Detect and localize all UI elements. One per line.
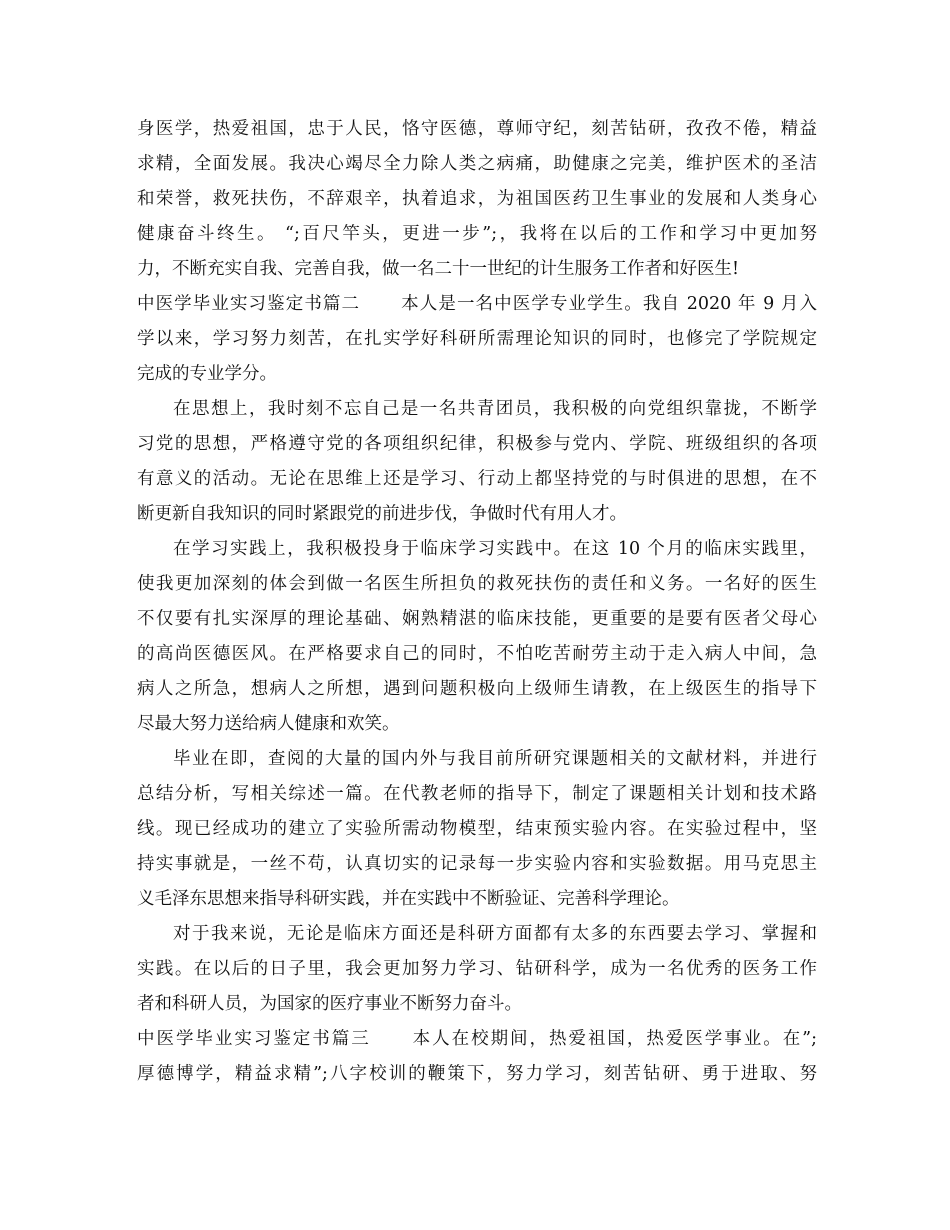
text-line: 使我更加深刻的体会到做一名医生所担负的救死扶伤的责任和义务。一名好的医生	[137, 574, 817, 594]
text-line	[137, 287, 817, 322]
paragraph	[137, 532, 817, 742]
text-span: 本人是一名中医学专业学生。我自 2020 年 9 月入	[400, 294, 818, 314]
text-line: 在学习实践上，我积极投身于临床学习实践中。在这 10 个月的临床实践里，	[173, 539, 817, 559]
text-line: 习党的思想，严格遵守党的各项组织纪律，积极参与党内、学院、班级组织的各项	[137, 434, 817, 454]
text-line: 断更新自我知识的同时紧跟党的前进步伐，争做时代有用人才。	[137, 504, 627, 524]
section-heading: 中医学毕业实习鉴定书篇二	[137, 294, 361, 314]
text-line: 完成的专业学分。	[137, 364, 277, 384]
text-line: 实践。在以后的日子里，我会更加努力学习、钻研科学，成为一名优秀的医务工作	[137, 959, 817, 979]
paragraph	[137, 112, 817, 287]
paragraph	[137, 1022, 817, 1092]
text-line: 义毛泽东思想来指导科研实践，并在实践中不断验证、完善科学理论。	[137, 889, 680, 909]
text-span: 本人在校期间，热爱祖国，热爱医学事业。在”;	[410, 1029, 818, 1049]
paragraph	[137, 742, 817, 917]
text-line: 者和科研人员，为国家的医疗事业不断努力奋斗。	[137, 994, 522, 1014]
text-line: 厚德博学，精益求精”;八字校训的鞭策下，努力学习，刻苦钻研、勇于进取、努	[137, 1064, 817, 1084]
paragraph	[137, 392, 817, 532]
text-line	[137, 1022, 817, 1057]
text-line: 和荣誉，救死扶伤，不辞艰辛，执着追求，为祖国医药卫生事业的发展和人类身心	[137, 189, 817, 209]
text-line: 的高尚医德医风。在严格要求自己的同时，不怕吃苦耐劳主动于走入病人中间，急	[137, 644, 817, 664]
section-heading: 中医学毕业实习鉴定书篇三	[137, 1029, 371, 1049]
text-line: 持实事就是，一丝不苟，认真切实的记录每一步实验内容和实验数据。用马克思主	[137, 854, 817, 874]
text-line: 健康奋斗终生。 “;百尺竿头，更进一步”;，我将在以后的工作和学习中更加努	[137, 224, 817, 244]
text-line: 病人之所急，想病人之所想，遇到问题积极向上级师生请教，在上级医生的指导下	[137, 679, 817, 699]
document-page	[137, 112, 817, 1092]
text-line: 线。现已经成功的建立了实验所需动物模型，结束预实验内容。在实验过程中，坚	[137, 819, 817, 839]
text-line: 有意义的活动。无论在思维上还是学习、行动上都坚持党的与时俱进的思想，在不	[137, 469, 817, 489]
text-line: 对于我来说，无论是临床方面还是科研方面都有太多的东西要去学习、掌握和	[173, 924, 817, 944]
text-line: 毕业在即，查阅的大量的国内外与我目前所研究课题相关的文献材料，并进行	[173, 749, 817, 769]
text-line: 在思想上，我时刻不忘自己是一名共青团员，我积极的向党组织靠拢，不断学	[173, 399, 817, 419]
text-line: 尽最大努力送给病人健康和欢笑。	[137, 714, 400, 734]
paragraph	[137, 287, 817, 392]
text-line: 求精，全面发展。我决心竭尽全力除人类之病痛，助健康之完美，维护医术的圣洁	[137, 154, 817, 174]
paragraph	[137, 917, 817, 1022]
text-line: 学以来，学习努力刻苦，在扎实学好科研所需理论知识的同时，也修完了学院规定	[137, 329, 817, 349]
text-line: 不仅要有扎实深厚的理论基础、娴熟精湛的临床技能，更重要的是要有医者父母心	[137, 609, 817, 629]
text-line: 总结分析，写相关综述一篇。在代教老师的指导下，制定了课题相关计划和技术路	[137, 784, 817, 804]
text-line: 力，不断充实自我、完善自我，做一名二十一世纪的计生服务工作者和好医生!	[137, 259, 740, 279]
text-line: 身医学，热爱祖国，忠于人民，恪守医德，尊师守纪，刻苦钻研，孜孜不倦，精益	[137, 119, 817, 139]
